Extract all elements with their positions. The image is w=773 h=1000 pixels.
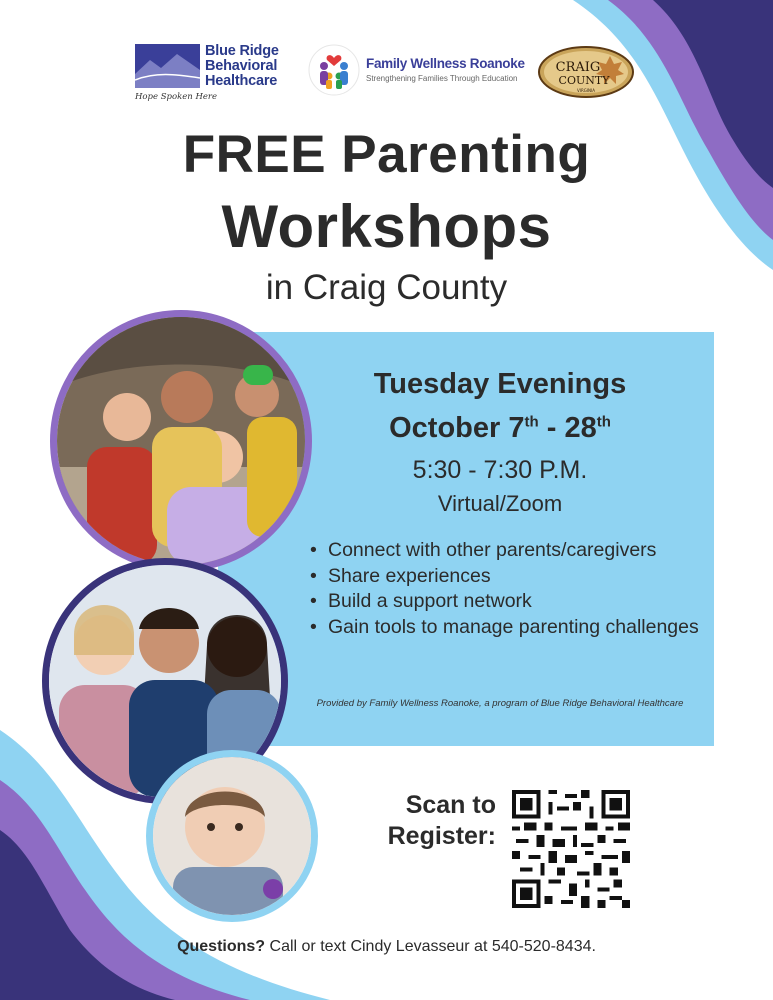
svg-text:CRAIG: CRAIG: [555, 60, 601, 75]
schedule-time: 5:30 - 7:30 P.M.: [412, 456, 588, 484]
brbh-tagline: Hope Spoken Here: [135, 92, 217, 102]
svg-text:VIRGINIA: VIRGINIA: [577, 88, 595, 93]
schedule-day: Tuesday Evenings: [373, 368, 627, 400]
schedule-dates: October 7th - 28th: [389, 412, 611, 444]
fwr-name: Family Wellness Roanoke: [366, 56, 525, 71]
teens-photo: [50, 310, 312, 572]
fwr-tagline: Strengthening Families Through Education: [366, 74, 518, 83]
brbh-name: Blue Ridge Behavioral Healthcare: [205, 43, 279, 89]
provided-by-note: Provided by Family Wellness Roanoke, a program of Blue Ridge Behavioral Healthcare: [316, 698, 684, 709]
blue-ridge-behavioral-healthcare-logo: [135, 44, 305, 108]
benefit-item: • Share experiences: [306, 564, 706, 590]
benefit-item: • Connect with other parents/caregivers: [306, 538, 706, 564]
title-line-1: FREE Parenting: [182, 125, 591, 184]
craig-county-logo: [538, 46, 634, 98]
scan-to-register-label: Scan to Register:: [387, 791, 496, 850]
family-icon: [308, 44, 360, 96]
benefit-item: • Build a support network: [306, 589, 706, 615]
title-location: in Craig County: [265, 268, 508, 307]
toddler-photo: [146, 750, 318, 922]
schedule-mode: Virtual/Zoom: [437, 491, 563, 516]
title-line-2: Workshops: [221, 193, 552, 260]
svg-text:COUNTY: COUNTY: [558, 74, 610, 87]
family-wellness-roanoke-logo: [308, 44, 533, 100]
benefit-item: • Gain tools to manage parenting challenges: [306, 615, 706, 641]
contact-info: Questions? Call or text Cindy Levasseur at 540-520-8434.: [177, 938, 596, 955]
mountain-icon: [135, 44, 200, 88]
registration-qr-code[interactable]: [512, 790, 630, 908]
benefits-list: [306, 538, 706, 640]
